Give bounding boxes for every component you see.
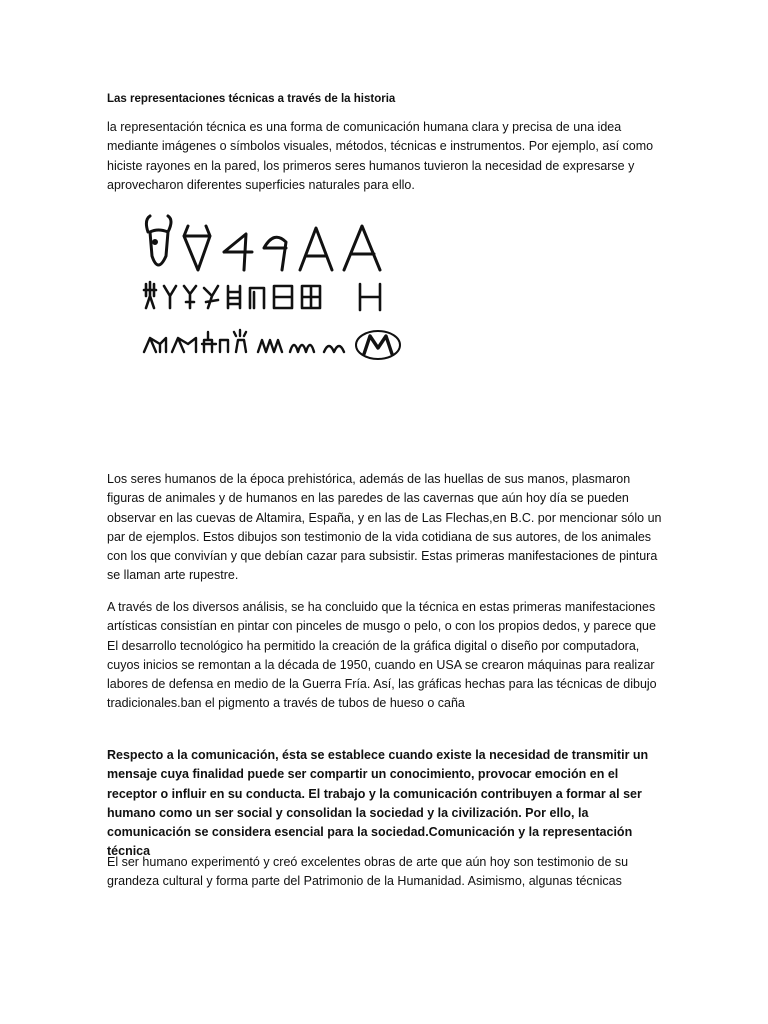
- letter-a-glyph-2: [344, 226, 380, 270]
- paragraph-prehistoric: Los seres humanos de la época prehistórica, además de las huellas de sus manos, plasmaron figuras de animales y de humanos en las paredes de las cavernas que aún hoy día se pueden observar en las cuevas de Altamira, España, y en las de Las Flechas,en B.C. por mencionar sólo un par de ejemplos. Estos dibujos son testimonio de la vida cotidiana de sus autores, de los animales con los que convivían y que debían cazar para subsistir. Estas primeras manifestaciones de pintura se llaman arte rupestre.: [107, 472, 662, 583]
- figure-glyph-2: [164, 286, 176, 308]
- alphabet-evolution-figure: [140, 212, 410, 362]
- alphabet-evolution-svg: [140, 212, 410, 362]
- ox-head-glyph-3: [224, 234, 252, 270]
- paragraph-heritage: El ser humano experimentó y creó excelentes obras de arte que aún hoy son testimonio de su grandeza cultural y forma parte del Patrimonio de la Humanidad. Asimismo, algunas técnicas: [107, 855, 629, 889]
- water-glyph-4: [234, 330, 246, 352]
- figure-glyph-1: [144, 282, 156, 308]
- glyph-row-ox-to-a: [146, 216, 380, 270]
- water-glyph-1: [144, 338, 166, 352]
- water-glyph-5: [258, 340, 282, 352]
- water-glyph-6: [290, 345, 314, 352]
- letter-a-glyph-1: [300, 228, 332, 270]
- figure-glyph-4: [204, 286, 218, 308]
- figure-glyph-7: [274, 286, 292, 308]
- water-glyph-3: [202, 332, 228, 352]
- figure-glyph-8: [302, 286, 320, 308]
- ox-head-glyph-2: [184, 226, 210, 270]
- glyph-row-water-to-m: [144, 330, 400, 359]
- document-heading: Las representaciones técnicas a través de la historia: [107, 93, 396, 105]
- paragraph-intro: la representación técnica es una forma de comunicación humana clara y precisa de una idea mediante imágenes o símbolos visuales, métodos, técnicas e instrumentos. Por ejemplo, así como hiciste rayones en la pared, los primeros seres humanos tuvieron la necesidad de expresarse y aprovecharon diferentes superficies naturales para ello.: [107, 120, 654, 192]
- water-glyph-7: [324, 346, 344, 352]
- letter-m-glyph: [364, 336, 392, 354]
- figure-glyph-6: [250, 288, 264, 308]
- figure-glyph-5: [228, 286, 240, 308]
- ox-eye-glyph: [154, 241, 157, 244]
- glyph-row-figure-to-h: [144, 282, 380, 310]
- ox-head-glyph-1: [146, 216, 171, 265]
- water-glyph-2: [172, 338, 196, 352]
- letter-h-glyph: [360, 284, 380, 310]
- ox-head-glyph-4: [264, 237, 286, 270]
- figure-glyph-3: [184, 286, 196, 308]
- paragraph-communication: Respecto a la comunicación, ésta se establece cuando existe la necesidad de transmitir un mensaje cuya finalidad puede ser compartir un conocimiento, provocar emoción en el receptor o influir en su conducta. El trabajo y la comunicación contribuyen a formar al ser humano como un ser social y consolidan la sociedad y la civilización. Por ello, la comunicación se considera esencial para la sociedad.Comunicación y la representación técnica: [107, 748, 649, 859]
- paragraph-analysis: A través de los diversos análisis, se ha concluido que la técnica en estas primeras manifestaciones artísticas consistían en pintar con pinceles de musgo o pelo, o con los propios dedos, y parece que El desarrollo tecnológico ha permitido la creación de la gráfica digital o diseño por computadora, cuyos inicios se remontan a la década de 1950, cuando en USA se crearon máquinas para realizar labores de defensa en medio de la Guerra Fría. Así, las gráficas hechas para las técnicas de dibujo tradicionales.ban el pigmento a través de tubos de hueso o caña: [107, 600, 657, 711]
